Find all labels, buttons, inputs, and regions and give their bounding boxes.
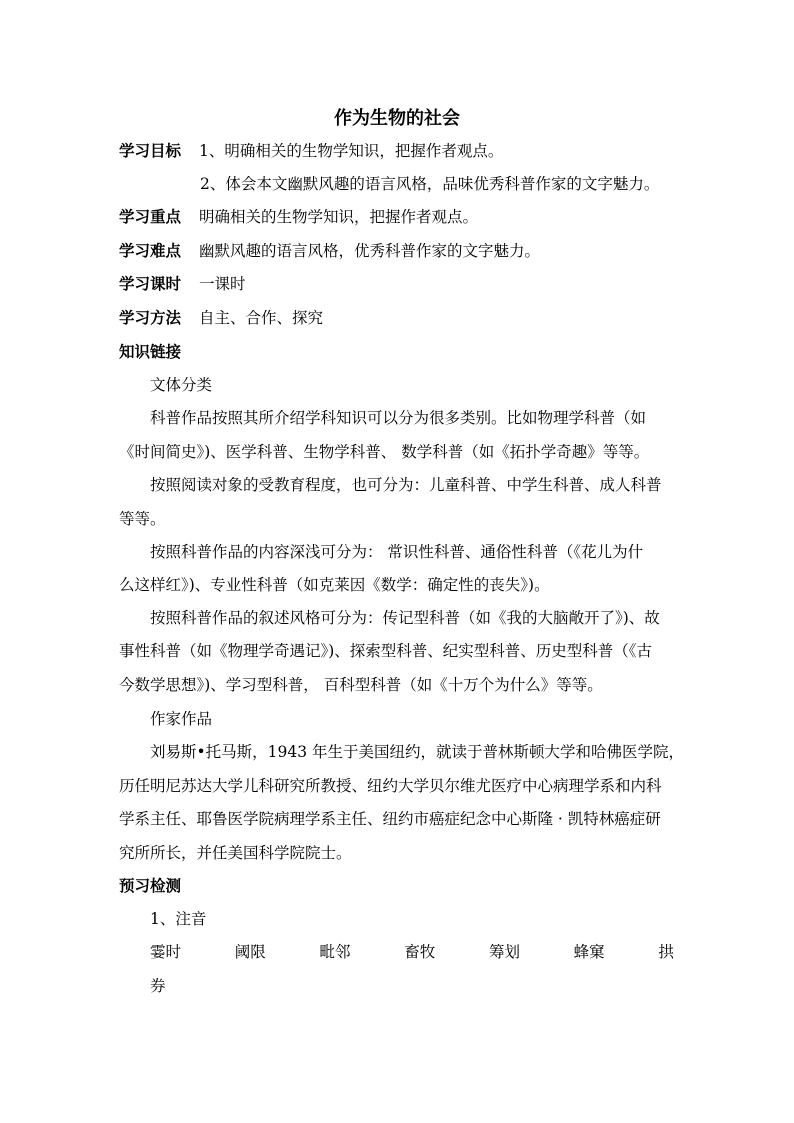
periods-label: 学习课时 [119, 274, 182, 293]
paragraph-4-line-1: 按照科普作品的叙述风格可分为：传记型科普（如《我的大脑敞开了》)、故 [150, 609, 660, 627]
paragraph-3-line-1: 按照科普作品的内容深浅可分为： 常识性科普、通俗性科普（《花儿为什 [150, 543, 644, 561]
paragraph-3-line-2: 么这样红》)、专业性科普（如克莱因《数学：确定性的丧失》)。 [119, 576, 550, 594]
objectives-label: 学习目标 [119, 141, 182, 160]
pinyin-task: 1、注音 [150, 910, 207, 928]
methods-text: 自主、合作、探究 [199, 309, 324, 327]
word-item: 阈限 [234, 943, 266, 961]
knowledge-heading: 知识链接 [119, 342, 182, 361]
paragraph-1-line-2: 《时间简史》)、医学科普、生物学科普、 数学科普（如《拓扑学奇趣》等等。 [119, 443, 650, 461]
genre-subheading: 文体分类 [150, 376, 213, 394]
paragraph-2-line-1: 按照阅读对象的受教育程度，也可分为：儿童科普、中学生科普、成人科普 [150, 476, 662, 494]
word-item: 毗邻 [319, 943, 351, 961]
paragraph-4-line-2: 事性科普（如《物理学奇遇记》)、探索型科普、纪实型科普、历史型科普（《古 [119, 642, 653, 660]
paragraph-5-line-1: 刘易斯•托马斯，1943 年生于美国纽约，就读于普林斯顿大学和哈佛医学院， [150, 743, 685, 761]
paragraph-5-line-4: 究所所长，并任美国科学院院士。 [119, 844, 352, 862]
paragraph-4-line-3: 今数学思想》)、学习型科普， 百科型科普（如《十万个为什么》等等。 [119, 676, 603, 694]
periods-text: 一课时 [199, 275, 246, 293]
page-title: 作为生物的社会 [334, 108, 460, 129]
word-item: 畜牧 [404, 943, 436, 961]
key-points-text: 明确相关的生物学知识，把握作者观点。 [199, 208, 479, 226]
paragraph-5-line-3: 学系主任、耶鲁医学院病理学系主任、纽约市癌症纪念中心斯隆 · 凯特林癌症研 [119, 810, 661, 828]
methods-row [119, 307, 679, 329]
word-item: 霎时 [150, 943, 182, 961]
paragraph-2-line-2: 等等。 [119, 510, 166, 528]
periods-row [119, 273, 679, 295]
preview-heading: 预习检测 [119, 876, 182, 895]
word-item: 筹划 [488, 943, 520, 961]
word-item: 蜂窠 [573, 943, 605, 961]
paragraph-1-line-1: 科普作品按照其所介绍学科知识可以分为很多类别。比如物理学科普（如 [150, 409, 647, 427]
paragraph-5-line-2: 历任明尼苏达大学儿科研究所教授、纽约大学贝尔维尤医疗中心病理学系和内科 [119, 777, 662, 795]
objective-2: 2、体会本文幽默风趣的语言风格，品味优秀科普作家的文字魅力。 [200, 175, 660, 193]
word-item: 拱 [658, 943, 674, 961]
methods-label: 学习方法 [119, 308, 182, 327]
pinyin-word-row [150, 941, 674, 963]
word-wrap-continuation: 券 [150, 977, 166, 995]
author-subheading: 作家作品 [150, 710, 213, 728]
key-points-label: 学习重点 [119, 207, 182, 226]
objectives-row [119, 140, 679, 162]
difficulties-label: 学习难点 [119, 241, 182, 260]
difficulties-row [119, 240, 679, 262]
key-points-row [119, 206, 679, 228]
difficulties-text: 幽默风趣的语言风格，优秀科普作家的文字魅力。 [199, 242, 541, 260]
objective-1: 1、明确相关的生物学知识，把握作者观点。 [199, 142, 504, 160]
